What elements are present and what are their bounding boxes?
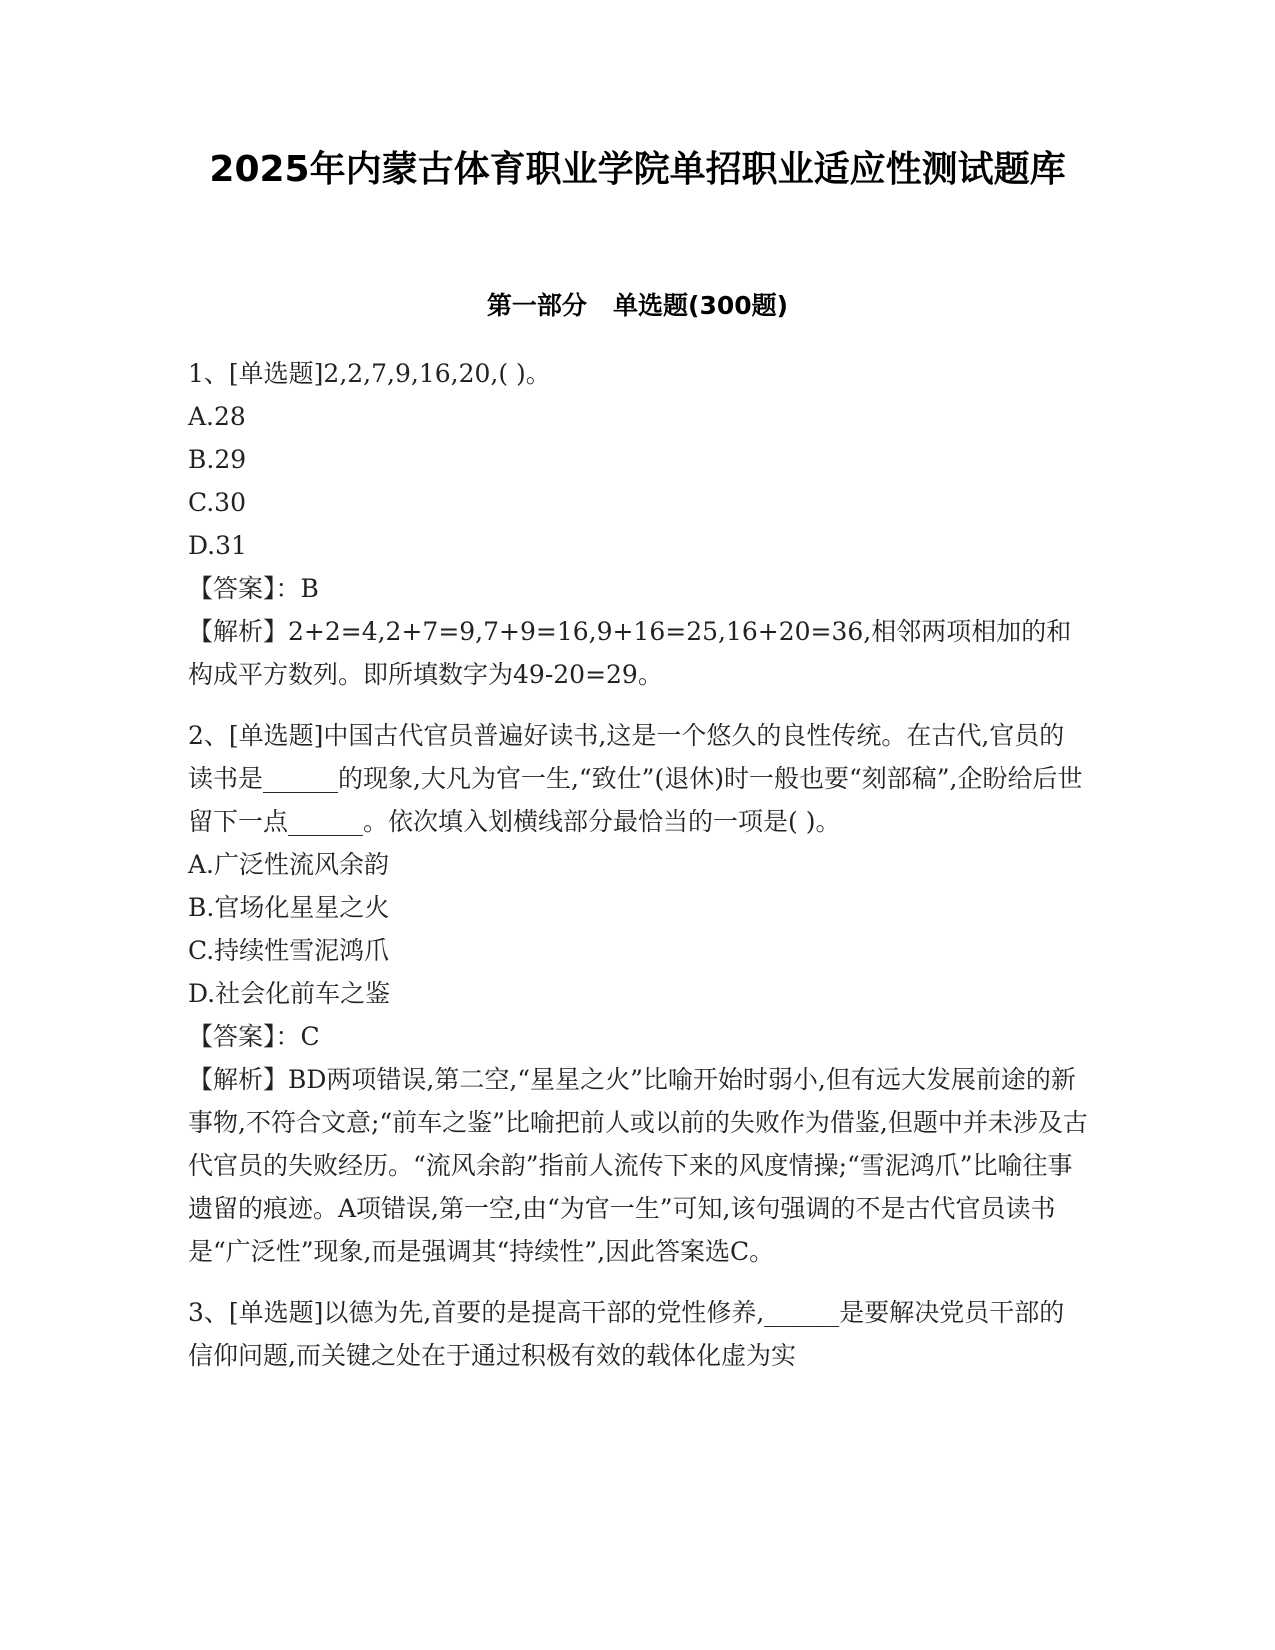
question-stem: 3、[单选题]以德为先,首要的是提高干部的党性修养,______是要解决党员干部的信仰问题,而关键之处在于通过积极有效的载体化虚为实: [188, 1298, 1065, 1370]
question-list: [188, 352, 1088, 1395]
analysis-text: 【解析】BD两项错误,第二空,“星星之火”比喻开始时弱小,但有远大发展前途的新事物,不符合文意;“前车之鉴”比喻把前人或以前的失败作为借鉴,但题中并未涉及古代官员的失败经历。“流风余韵”指前人流传下来的风度情操;“雪泥鸿爪”比喻往事遗留的痕迹。A项错误,第一空,由“为官一生”可知,该句强调的不是古代官员读书是“广泛性”现象,而是强调其“持续性”,因此答案选C。: [188, 1065, 1088, 1266]
question-stem: 2、[单选题]中国古代官员普遍好读书,这是一个悠久的良性传统。在古代,官员的读书是______的现象,大凡为官一生,“致仕”(退休)时一般也要“刻部稿”,企盼给后世留下一点______。依次填入划横线部分最恰当的一项是( )。: [188, 721, 1083, 836]
question-2: [188, 714, 1088, 1273]
option-c: C.30: [188, 488, 246, 517]
question-stem: 1、[单选题]2,2,7,9,16,20,( )。: [188, 359, 551, 388]
answer-line: 【答案】：C: [188, 1022, 320, 1051]
option-d: D.31: [188, 531, 247, 560]
analysis-text: 【解析】2+2=4,2+7=9,7+9=16,9+16=25,16+20=36,相邻两项相加的和构成平方数列。即所填数字为49-20=29。: [188, 617, 1072, 689]
question-1: [188, 352, 1088, 696]
option-b: B.29: [188, 445, 247, 474]
question-3: [188, 1291, 1088, 1377]
option-d: D.社会化前车之鉴: [188, 979, 391, 1008]
option-b: B.官场化星星之火: [188, 893, 390, 922]
answer-line: 【答案】：B: [188, 574, 319, 603]
section-heading: 第一部分 单选题(300题): [486, 291, 789, 320]
option-c: C.持续性雪泥鸿爪: [188, 936, 390, 965]
option-a: A.28: [188, 402, 246, 431]
document-title: 2025年内蒙古体育职业学院单招职业适应性测试题库: [209, 149, 1066, 190]
option-a: A.广泛性流风余韵: [188, 850, 390, 879]
